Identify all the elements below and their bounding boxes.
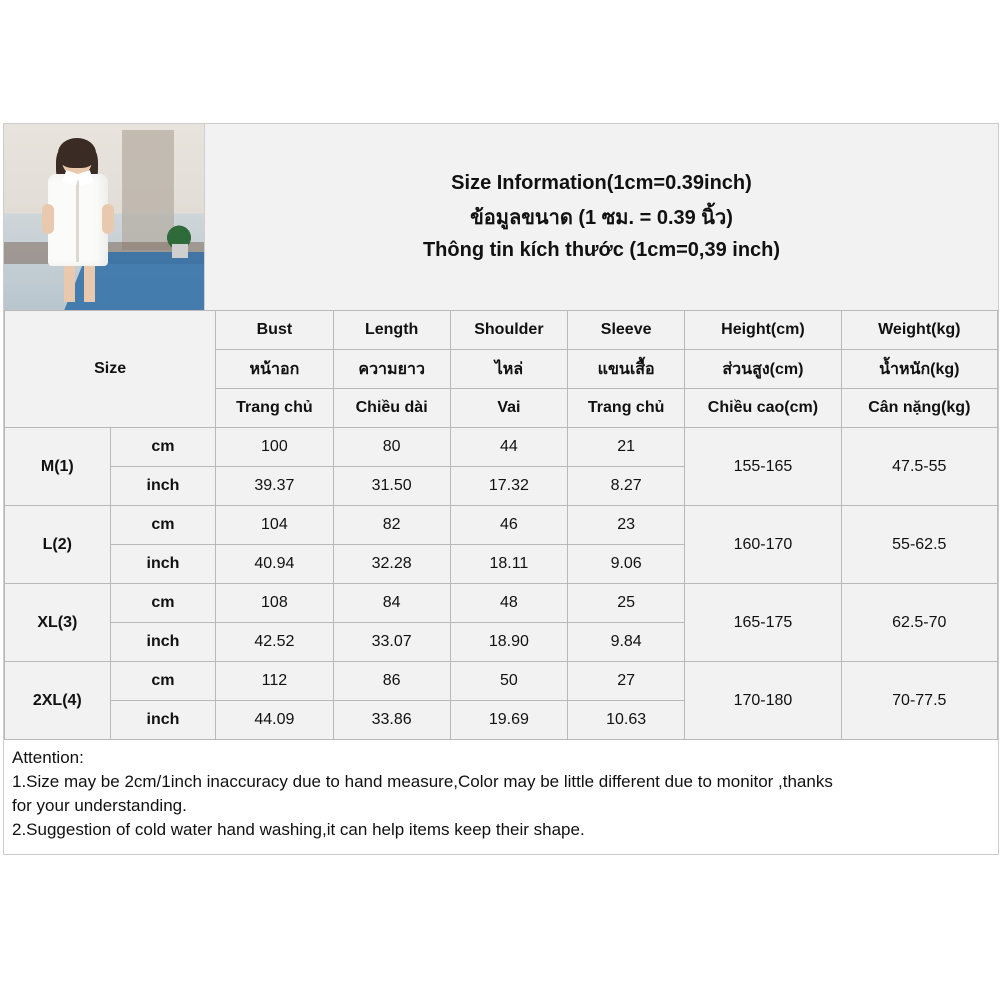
header-shoulder-vi: Vai [450, 389, 567, 428]
cell-bust-inch: 39.37 [216, 467, 333, 506]
cell-sleeve-cm: 23 [568, 506, 685, 545]
header-row-en [5, 311, 998, 350]
table-row [5, 662, 998, 701]
header-height-en: Height(cm) [685, 311, 841, 350]
photo-model [40, 142, 118, 310]
cell-shoulder-inch: 17.32 [450, 467, 567, 506]
cell-bust-cm: 104 [216, 506, 333, 545]
header-height-vi: Chiều cao(cm) [685, 389, 841, 428]
cell-sleeve-cm: 27 [568, 662, 685, 701]
cell-length-inch: 33.86 [333, 701, 450, 740]
size-chart-sheet [3, 123, 999, 855]
attention-title: Attention: [12, 748, 84, 767]
header-sleeve-en: Sleeve [568, 311, 685, 350]
cell-weight: 47.5-55 [841, 428, 997, 506]
cell-bust-inch: 44.09 [216, 701, 333, 740]
header-weight-vi: Cân nặng(kg) [841, 389, 997, 428]
cell-bust-cm: 108 [216, 584, 333, 623]
table-row [5, 506, 998, 545]
header-shoulder-th: ไหล่ [450, 350, 567, 389]
header-weight-en: Weight(kg) [841, 311, 997, 350]
attention-line-2: 2.Suggestion of cold water hand washing,it can help items keep their shape. [12, 820, 585, 840]
header-weight-th: น้ำหนัก(kg) [841, 350, 997, 389]
model-leg-left [64, 262, 75, 302]
row-size-m: M(1) [5, 428, 111, 506]
model-arm-left [42, 204, 54, 234]
cell-bust-cm: 100 [216, 428, 333, 467]
cell-sleeve-cm: 25 [568, 584, 685, 623]
header-length-th: ความยาว [333, 350, 450, 389]
header-bust-en: Bust [216, 311, 333, 350]
model-arm-right [102, 204, 114, 234]
cell-sleeve-inch: 9.84 [568, 623, 685, 662]
cell-shoulder-cm: 46 [450, 506, 567, 545]
cell-sleeve-inch: 9.06 [568, 545, 685, 584]
header-sleeve-th: แขนเสื้อ [568, 350, 685, 389]
model-leg-right [84, 262, 95, 302]
unit-inch: inch [110, 467, 216, 506]
size-table [4, 310, 998, 740]
photo-plant-pot [172, 244, 188, 258]
cell-length-cm: 86 [333, 662, 450, 701]
header-height-th: ส่วนสูง(cm) [685, 350, 841, 389]
chart-header [4, 124, 998, 310]
attention-block [4, 739, 998, 854]
cell-bust-cm: 112 [216, 662, 333, 701]
header-bust-th: หน้าอก [216, 350, 333, 389]
cell-length-inch: 31.50 [333, 467, 450, 506]
size-header-cell: Size [5, 311, 216, 428]
dress-placket [76, 180, 79, 262]
cell-weight: 62.5-70 [841, 584, 997, 662]
unit-inch: inch [110, 623, 216, 662]
attention-line-1b: for your understanding. [12, 796, 187, 816]
table-row [5, 584, 998, 623]
cell-weight: 70-77.5 [841, 662, 997, 740]
cell-shoulder-inch: 18.11 [450, 545, 567, 584]
header-length-vi: Chiều dài [333, 389, 450, 428]
title-block [205, 124, 998, 310]
model-hair-top [58, 138, 96, 168]
header-shoulder-en: Shoulder [450, 311, 567, 350]
cell-length-cm: 84 [333, 584, 450, 623]
row-size-l: L(2) [5, 506, 111, 584]
cell-bust-inch: 42.52 [216, 623, 333, 662]
cell-length-inch: 33.07 [333, 623, 450, 662]
header-length-en: Length [333, 311, 450, 350]
cell-height: 170-180 [685, 662, 841, 740]
unit-cm: cm [110, 584, 216, 623]
cell-shoulder-inch: 19.69 [450, 701, 567, 740]
cell-shoulder-inch: 18.90 [450, 623, 567, 662]
cell-length-cm: 80 [333, 428, 450, 467]
cell-shoulder-cm: 44 [450, 428, 567, 467]
unit-cm: cm [110, 662, 216, 701]
cell-weight: 55-62.5 [841, 506, 997, 584]
row-size-2xl: 2XL(4) [5, 662, 111, 740]
cell-shoulder-cm: 48 [450, 584, 567, 623]
unit-cm: cm [110, 506, 216, 545]
unit-inch: inch [110, 701, 216, 740]
cell-height: 165-175 [685, 584, 841, 662]
attention-line-1: 1.Size may be 2cm/1inch inaccuracy due to hand measure,Color may be little different due to monitor ,thanks [12, 772, 833, 792]
cell-length-cm: 82 [333, 506, 450, 545]
row-size-xl: XL(3) [5, 584, 111, 662]
cell-height: 160-170 [685, 506, 841, 584]
title-thai: ข้อมูลขนาด (1 ซม. = 0.39 นิ้ว) [470, 207, 733, 229]
cell-height: 155-165 [685, 428, 841, 506]
title-vietnamese: Thông tin kích thước (1cm=0,39 inch) [422, 239, 781, 261]
product-photo [4, 124, 205, 310]
unit-cm: cm [110, 428, 216, 467]
header-bust-vi: Trang chủ [216, 389, 333, 428]
header-sleeve-vi: Trang chủ [568, 389, 685, 428]
table-row [5, 428, 998, 467]
cell-sleeve-cm: 21 [568, 428, 685, 467]
cell-sleeve-inch: 10.63 [568, 701, 685, 740]
cell-bust-inch: 40.94 [216, 545, 333, 584]
title-english: Size Information(1cm=0.39inch) [451, 172, 752, 194]
cell-shoulder-cm: 50 [450, 662, 567, 701]
unit-inch: inch [110, 545, 216, 584]
cell-sleeve-inch: 8.27 [568, 467, 685, 506]
cell-length-inch: 32.28 [333, 545, 450, 584]
